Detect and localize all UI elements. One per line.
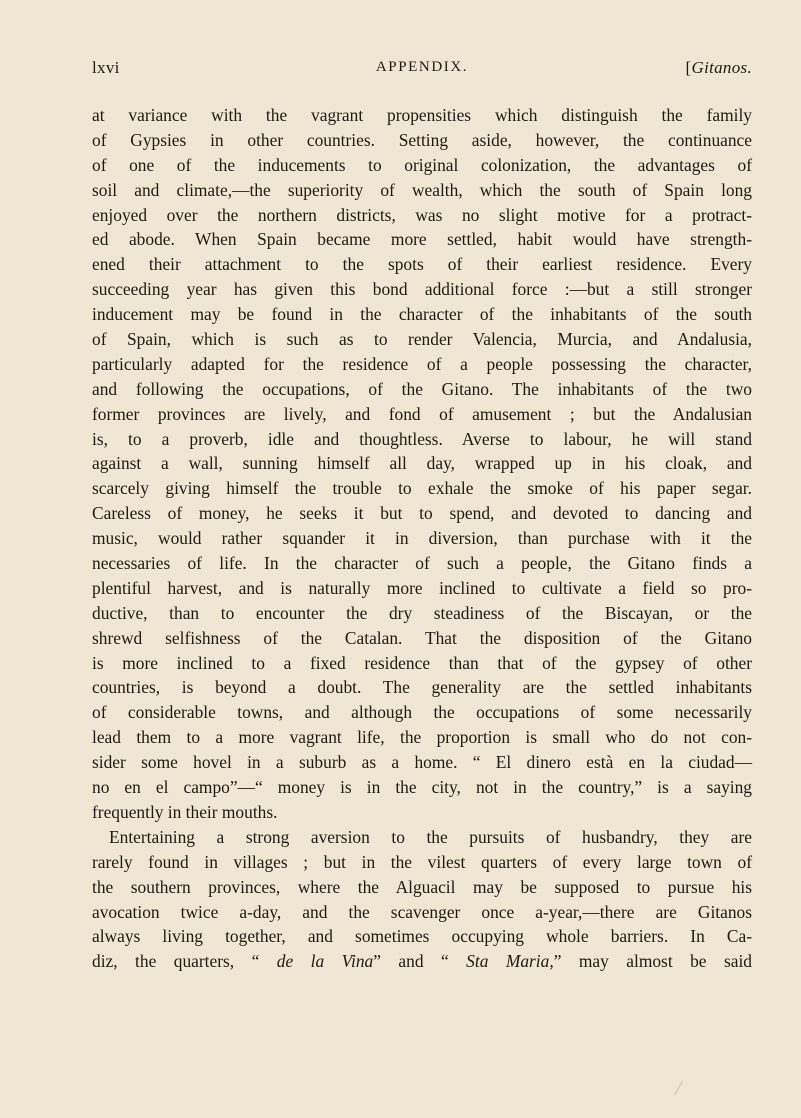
paragraph-end-line: frequently in their mouths. — [92, 801, 278, 822]
text-line: soil and climate,—the superiority of wealth, which the south of Spain long — [92, 179, 752, 200]
paragraph-start-line: Entertaining a strong aversion to the pursuits of husbandry, they are — [109, 826, 752, 847]
text-line: always living together, and sometimes occupying whole barriers. In Ca- — [92, 926, 752, 947]
text-line: ened their attachment to the spots of their earliest residence. Every — [92, 254, 752, 275]
text-line: music, would rather squander it in diversion, than purchase with it the — [92, 528, 752, 549]
text-line-with-italics — [92, 949, 752, 974]
text-line: inducement may be found in the character of the inhabitants of the south — [92, 304, 752, 325]
text-line: necessaries of life. In the character of such a people, the Gitano finds a — [92, 553, 752, 574]
text-line: particularly adapted for the residence of a people possessing the character, — [92, 353, 752, 374]
italic-place-name: de la Vina — [276, 951, 374, 972]
text-line: ed abode. When Spain became more settled, habit would have strength- — [92, 229, 752, 250]
text-line: the southern provinces, where the Alguacil may be supposed to pursue his — [92, 876, 752, 897]
text-run: diz, the quarters, “ — [92, 951, 277, 972]
text-line: of Spain, which is such as to render Valencia, Murcia, and Andalusia, — [92, 329, 752, 350]
text-line: ductive, than to encounter the dry steadiness of the Biscayan, or the — [92, 602, 752, 623]
text-line: no en el campo”—“ money is in the city, not in the country,” is a saying — [92, 777, 752, 798]
page-number: lxvi — [92, 58, 120, 77]
text-line: of Gypsies in other countries. Setting aside, however, the continuance — [92, 129, 752, 150]
text-line: is more inclined to a fixed residence than that of the gypsey of other — [92, 652, 752, 673]
text-line: at variance with the vagrant propensities which distinguish the family — [92, 105, 752, 125]
text-line: is, to a proverb, idle and thoughtless. Averse to labour, he will stand — [92, 428, 752, 449]
text-run: ” may almost be said — [553, 951, 753, 972]
text-line: plentiful harvest, and is naturally more inclined to cultivate a field so pro- — [92, 577, 752, 598]
text-line: lead them to a more vagrant life, the proportion is small who do not con- — [92, 727, 752, 748]
section-title-text: Gitanos. — [691, 58, 752, 77]
text-run: ” and “ — [373, 951, 467, 972]
text-line: of one of the inducements to original colonization, the advantages of — [92, 154, 752, 175]
text-line: Careless of money, he seeks it but to spend, and devoted to dancing and — [92, 503, 752, 524]
section-title — [686, 58, 752, 78]
text-line: scarcely giving himself the trouble to exhale the smoke of his paper segar. — [92, 478, 752, 499]
text-line: avocation twice a-day, and the scavenger once a-year,—there are Gitanos — [92, 901, 752, 922]
text-line: shrewd selfishness of the Catalan. That the disposition of the Gitano — [92, 627, 752, 648]
section-bracket: [ — [685, 58, 692, 77]
text-line: against a wall, sunning himself all day, wrapped up in his cloak, and — [92, 453, 752, 474]
paper-mark — [674, 1081, 683, 1095]
body-text — [92, 103, 752, 974]
running-title: APPENDIX. — [375, 59, 469, 75]
text-line: enjoyed over the northern districts, was no slight motive for a protract- — [92, 204, 752, 225]
text-line: former provinces are lively, and fond of amusement ; but the Andalusian — [92, 403, 752, 424]
text-line: of considerable towns, and although the occupations of some necessarily — [92, 702, 752, 723]
page-header — [92, 58, 752, 84]
text-line: countries, is beyond a doubt. The generality are the settled inhabitants — [92, 677, 752, 698]
italic-place-name: Sta Maria, — [466, 951, 554, 972]
text-line: rarely found in villages ; but in the vilest quarters of every large town of — [92, 851, 752, 872]
text-line: sider some hovel in a suburb as a home. “ El dinero està en la ciudad— — [92, 752, 752, 773]
text-line: succeeding year has given this bond additional force :—but a still stronger — [92, 279, 752, 300]
text-line: and following the occupations, of the Gitano. The inhabitants of the two — [92, 378, 752, 399]
